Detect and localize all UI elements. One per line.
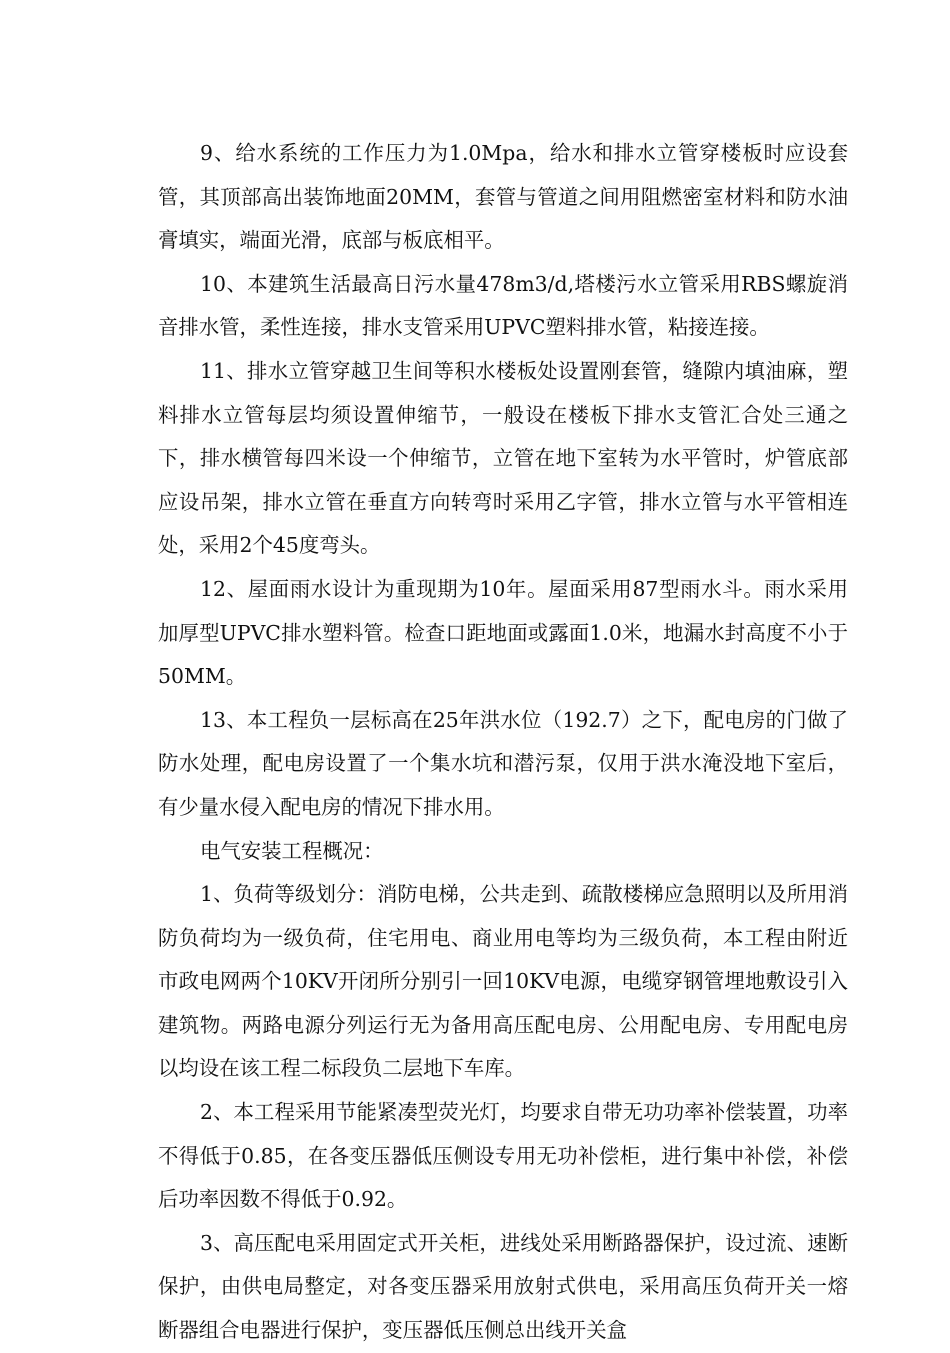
- paragraph-sewage-volume: 10、本建筑生活最高日污水量478m3/d,塔楼污水立管采用RBS螺旋消音排水管，柔性连接，排水支管采用UPVC塑料排水管，粘接连接。: [158, 271, 848, 340]
- document-body: [158, 132, 848, 1353]
- paragraph-hv-distribution: 3、高压配电采用固定式开关柜，进线处采用断路器保护，设过流、速断保护，由供电局整定，对各变压器采用放射式供电，采用高压负荷开关一熔断器组合电器进行保护，变压器低压侧总出线开关盒: [158, 1230, 848, 1343]
- paragraph-water-pressure: 9、给水系统的工作压力为1.0Mpa，给水和排水立管穿楼板时应设套管，其顶部高出装饰地面20MM，套管与管道之间用阻燃密室材料和防水油膏填实，端面光滑，底部与板底相平。: [158, 141, 848, 253]
- section-heading-electrical: 电气安装工程概况：: [200, 838, 384, 863]
- paragraph-rainwater: 12、屋面雨水设计为重现期为10年。屋面采用87型雨水斗。雨水采用加厚型UPVC排水塑料管。检查口距地面或露面1.0米，地漏水封高度不小于50MM。: [158, 576, 848, 689]
- paragraph-lighting: 2、本工程采用节能紧凑型荧光灯，均要求自带无功功率补偿装置，功率不得低于0.85，在各变压器低压侧设专用无功补偿柜，进行集中补偿，补偿后功率因数不得低于0.92。: [158, 1100, 848, 1212]
- paragraph-drain-riser: 11、排水立管穿越卫生间等积水楼板处设置刚套管，缝隙内填油麻，塑料排水立管每层均须设置伸缩节，一般设在楼板下排水支管汇合处三通之下，排水横管每四米设一个伸缩节，立管在地下室转为水平管时，炉管底部应设吊架，排水立管在垂直方向转弯时采用乙字管，排水立管与水平管相连处，采用2个45度弯头。: [158, 358, 848, 558]
- paragraph-flood-level: 13、本工程负一层标高在25年洪水位（192.7）之下，配电房的门做了防水处理，配电房设置了一个集水坑和潜污泵，仅用于洪水淹没地下室后，有少量水侵入配电房的情况下排水用。: [158, 707, 848, 819]
- paragraph-load-class: 1、负荷等级划分：消防电梯，公共走到、疏散楼梯应急照明以及所用消防负荷均为一级负荷，住宅用电、商业用电等均为三级负荷，本工程由附近市政电网两个10KV开闭所分别引一回10KV电源，电缆穿钢管埋地敷设引入建筑物。两路电源分列运行无为备用高压配电房、公用配电房、专用配电房以均设在该工程二标段负二层地下车库。: [158, 882, 848, 1081]
